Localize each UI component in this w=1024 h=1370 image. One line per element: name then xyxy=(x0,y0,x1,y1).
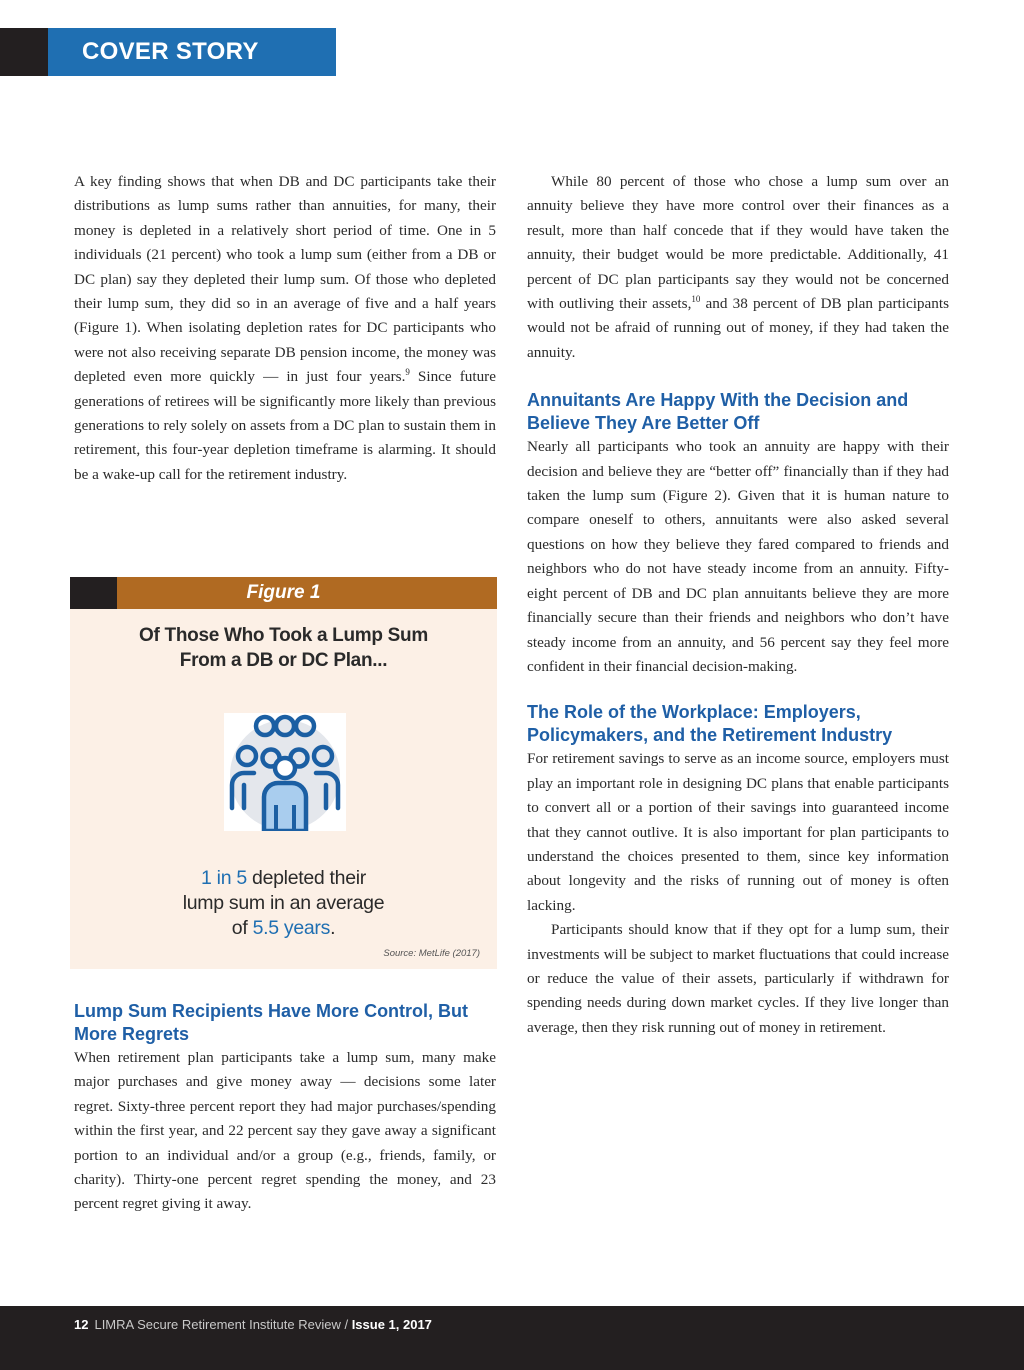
figure-bar-dark xyxy=(70,577,117,609)
section-label: COVER STORY xyxy=(48,28,336,76)
header-dark-block xyxy=(0,28,48,76)
figure-1 xyxy=(70,577,497,969)
figure-title: Of Those Who Took a Lump Sum From a DB or DC Plan... xyxy=(139,625,428,671)
right-column xyxy=(527,170,949,1040)
heading-annuitants-happy: Annuitants Are Happy With the Decision and Believe They Are Better Off xyxy=(527,390,909,434)
heading-lump-sum-recipients: Lump Sum Recipients Have More Control, But More Regrets xyxy=(74,1001,469,1044)
issue-label: Issue 1, 2017 xyxy=(351,1317,432,1332)
left-paragraph-2: When retirement plan participants take a lump sum, many make major purchases and give money away — decisions some later regret. Sixty-three percent report they had major purchases/spending within the first year, and 22 percent say they gave away a significant portion to an individual and/or a group (e.g., friends, family, or charity). Thirty-one percent regret spending the money, and 23 percent regret giving it away. xyxy=(74,1049,496,1213)
footnote-10: 10 xyxy=(691,293,701,304)
right-paragraph-3: For retirement savings to serve as an income source, employers must play an important role in designing DC plans that enable participants to convert all or a portion of their savings into guaranteed income that they cannot outlive. It is also important for plan participants to understand the choices presented to them, since key information about longevity and the risks of running out of money is often lacking. xyxy=(527,750,949,914)
figure-caption: 1 in 5 depleted their lump sum in an average of 5.5 years. xyxy=(182,867,385,939)
right-paragraph-4: Participants should know that if they opt for a lump sum, their investments will be subject to market fluctuations that could increase or reduce the value of their assets, particularly if withdrawn for spending needs during down market cycles. If they live longer than average, then they risk running out of money in retirement. xyxy=(527,921,949,1036)
stat-count: 1 in 5 xyxy=(201,867,247,889)
footer xyxy=(0,1306,1024,1370)
left-column xyxy=(74,170,496,487)
footer-text xyxy=(74,1316,432,1334)
footnote-9: 9 xyxy=(405,367,410,378)
left-paragraph-1: A key finding shows that when DB and DC participants take their distributions as lump sums rather than annuities, for many, their money is depleted in a relatively short period of time. One in 5 individuals (21 percent) who took a lump sum (either from a DB or DC plan) say they depleted their lump sum. Of those who depleted their lump sum, they did so in an average of five and a half years (Figure 1). When isolating depletion rates for DC participants who were not also receiving separate DB pension income, the money was depleted even more quickly — in just four years.$^9$ Since future generations of retirees will be significantly more likely than previous generations to rely solely on assets from a DC plan to sustain them in retirement, this four-year depletion timeframe is alarming. It should be a wake-up call for the retirement industry. xyxy=(74,173,496,483)
figure-label: Figure 1 xyxy=(117,577,497,609)
right-paragraph-1: While 80 percent of those who chose a lump sum over an annuity believe they have more control over their finances as a result, more than half concede that if they would have taken the annuity, their budget would be more predictable. Additionally, 41 percent of DC plan participants say they would not be concerned with outliving their assets,$^{10}$ and 38 percent of DB plan participants would not be afraid of running out of money, if they had taken the annuity. xyxy=(527,173,949,361)
figure-source: Source: MetLife (2017) xyxy=(383,948,480,959)
left-column-lower xyxy=(74,1000,496,1217)
publication-name: LIMRA Secure Retirement Institute Review / xyxy=(94,1317,352,1332)
heading-role-of-workplace: The Role of the Workplace: Employers, Policymakers, and the Retirement Industry xyxy=(527,702,893,746)
stat-years: 5.5 years xyxy=(252,917,331,939)
page-number: 12 xyxy=(74,1317,89,1332)
right-paragraph-2: Nearly all participants who took an annuity are happy with their decision and believe they are “better off” financially than if they had taken the lump sum (Figure 2). Given that it is human nature to compare oneself to others, annuitants were also asked several questions on how they believe they fared compared to friends and neighbors who do not have steady income from an annuity. Fifty-eight percent of DB and DC plan annuitants believe they are more financially secure than their friends and neighbors who don’t have steady income from an annuity, and 56 percent say they feel more confident in their financial decision-making. xyxy=(527,438,949,675)
people-group-icon xyxy=(224,713,346,831)
